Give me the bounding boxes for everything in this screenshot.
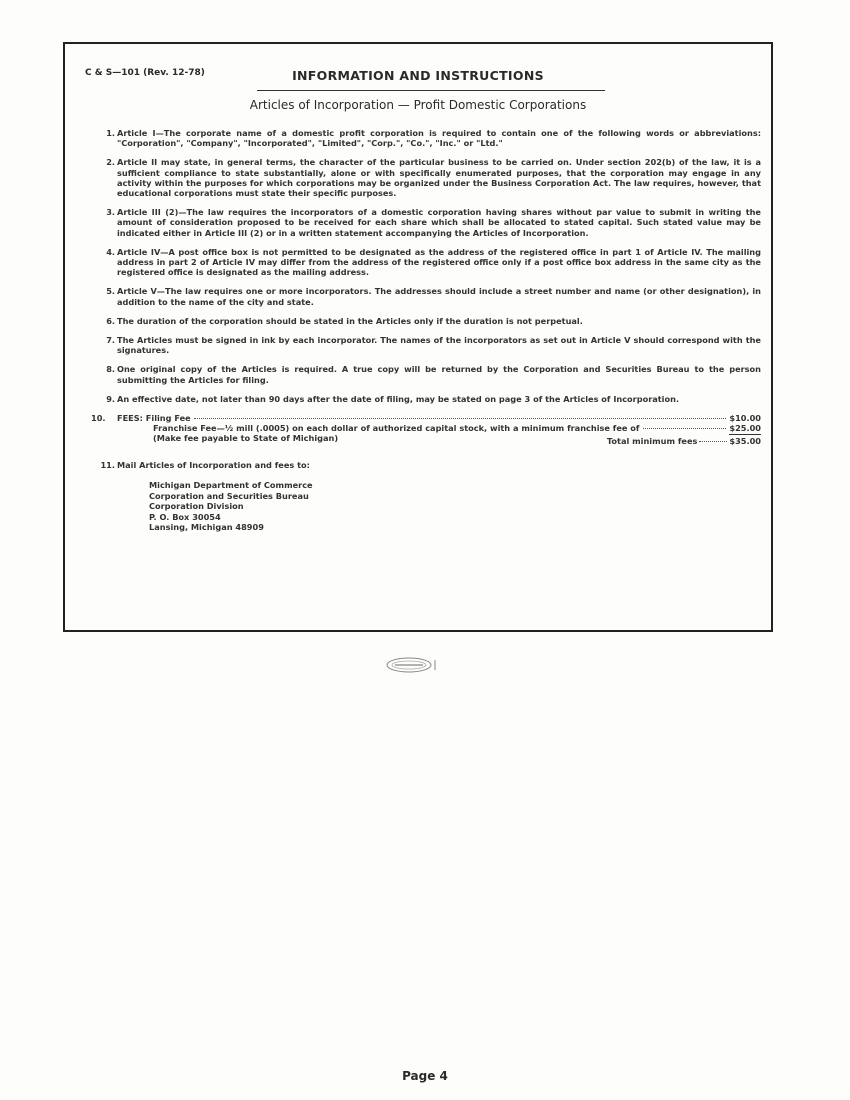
item-text: The duration of the corporation should be stated in the Articles only if the duration is not perpetual. (117, 315, 583, 326)
total-fees-amount: $35.00 (729, 435, 761, 446)
item-number: 9. (106, 393, 115, 404)
list-item (87, 247, 761, 278)
item-text: Article II may state, in general terms, the character of the particular business to be carried on. Under section 202(b) of the law, it is a sufficient compliance to state substantially, alone or with specifically enumerated purposes, that the corporation may engage in any activity within the purposes for which corporations may be organized under the Business Corporation Act. The law requires, however, that educational corporations must state their specific purposes. (117, 157, 761, 199)
title-underline (257, 90, 605, 91)
address-line: Michigan Department of Commerce (149, 480, 313, 491)
address-line: Corporation Division (149, 501, 244, 512)
list-item (87, 460, 761, 533)
fees-section (87, 413, 761, 446)
address-line: P. O. Box 30054 (149, 511, 221, 522)
mailing-address (117, 480, 761, 533)
item-number: 11. (100, 459, 115, 470)
page-number: Page 4 (402, 1069, 448, 1083)
address-line: Lansing, Michigan 48909 (149, 522, 264, 533)
item-number: 8. (106, 364, 115, 375)
list-item (87, 316, 761, 326)
item-text: The Articles must be signed in ink by each incorporator. The names of the incorporators as set out in Article V should correspond with the signatures. (117, 335, 761, 356)
filing-fee-row (117, 413, 761, 423)
item-number: 7. (106, 335, 115, 346)
form-number: C & S—101 (Rev. 12-78) (85, 68, 205, 78)
item-number: 5. (106, 286, 115, 297)
instructions-box (63, 42, 773, 632)
list-item (87, 207, 761, 238)
address-line: Corporation and Securities Bureau (149, 490, 309, 501)
item-number: 1. (106, 128, 115, 138)
item-text: Article I—The corporate name of a domestic profit corporation is required to contain one of the following words or abbreviations: "Corporation", "Company", "Incorporated", "Limited", "Corp.", "Co.", "Inc." or "Ltd." (117, 128, 761, 149)
item-text: An effective date, not later than 90 days after the date of filing, may be stated on page 3 of the Articles of Incorporation. (117, 393, 680, 404)
filing-fee-label: FEES: Filing Fee (117, 413, 191, 424)
list-item (87, 157, 761, 198)
franchise-fee-row (117, 423, 761, 433)
leader-dots (699, 441, 727, 442)
total-fees-label: Total minimum fees (606, 435, 698, 446)
item-text: Mail Articles of Incorporation and fees to: (117, 459, 310, 470)
item-number: 4. (106, 246, 115, 257)
instruction-list (87, 128, 761, 542)
payable-note: (Make fee payable to State of Michigan) (153, 433, 339, 444)
leader-dots (194, 418, 727, 419)
item-text: Article III (2)—The law requires the incorporators of a domestic corporation having shares without par value to submit in writing the amount of consideration proposed to be received for each share which shall be allocated to stated capital. Such stated value may be indicated either in Article III (2) or in a written statement accompanying the Articles of Incorporation. (117, 207, 761, 238)
item-number: 3. (106, 207, 115, 218)
list-item (87, 394, 761, 404)
union-label-icon (385, 656, 439, 674)
item-number: 6. (106, 315, 115, 326)
item-number: 2. (106, 157, 115, 168)
item-text: Article V—The law requires one or more incorporators. The addresses should include a street number and name (or other designation), in addition to the name of the city and state. (117, 286, 761, 307)
page-title: INFORMATION AND INSTRUCTIONS (292, 68, 544, 83)
list-item (87, 335, 761, 355)
list-item (87, 364, 761, 384)
franchise-fee-label: Franchise Fee—½ mill (.0005) on each dollar of authorized capital stock, with a minimum franchise fee of (153, 423, 640, 434)
item-text: One original copy of the Articles is required. A true copy will be returned by the Corporation and Securities Bureau to the person submitting the Articles for filing. (117, 364, 761, 385)
leader-dots (643, 428, 727, 429)
filing-fee-amount: $10.00 (729, 413, 761, 424)
list-item (87, 286, 761, 306)
item-text: Article IV—A post office box is not permitted to be designated as the address of the registered office in part 1 of Article IV. The mailing address in part 2 of Article IV may differ from the address of the registered office only if a post office box address in the same city as the registered office is designated as the mailing address. (117, 246, 761, 278)
list-item (87, 128, 761, 148)
page-subtitle: Articles of Incorporation — Profit Domestic Corporations (249, 98, 587, 112)
franchise-fee-amount: $25.00 (729, 423, 761, 434)
item-number: 10. (91, 413, 106, 424)
